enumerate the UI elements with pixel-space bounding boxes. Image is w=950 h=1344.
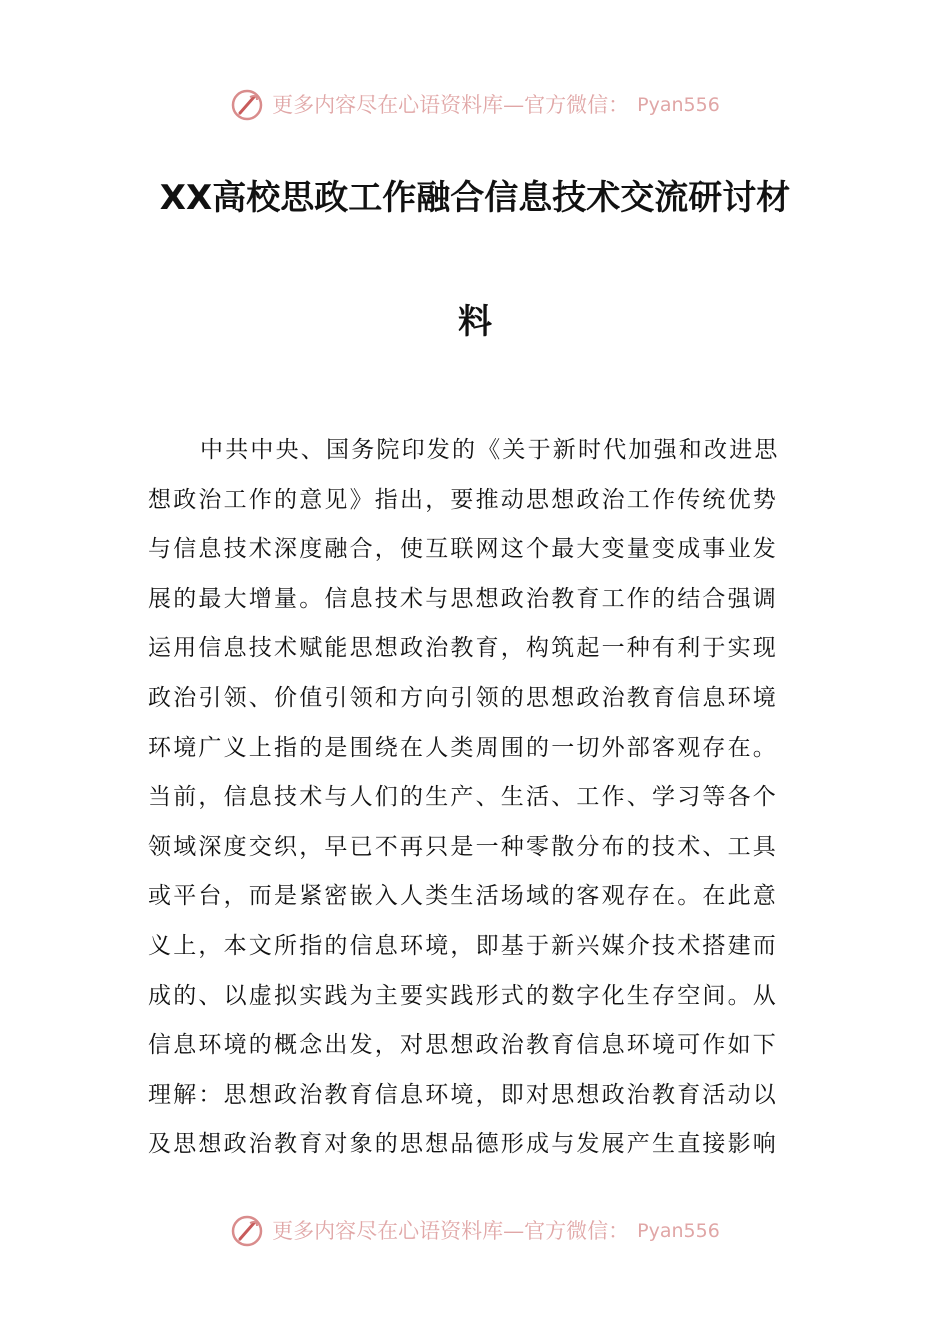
body-line: 成的、以虚拟实践为主要实践形式的数字化生存空间。从 bbox=[148, 982, 778, 1009]
body-line: 领域深度交织，早已不再只是一种零散分布的技术、工具 bbox=[148, 833, 778, 860]
body-line: 及思想政治教育对象的思想品德形成与发展产生直接影响 bbox=[148, 1131, 778, 1158]
footer-watermark bbox=[0, 1214, 950, 1248]
pen-logo-icon bbox=[230, 1214, 264, 1248]
body-line: 运用信息技术赋能思想政治教育，构筑起一种有利于实现 bbox=[148, 635, 778, 662]
body-line: 环境广义上指的是围绕在人类周围的一切外部客观存在。 bbox=[148, 734, 778, 761]
body-line: 或平台，而是紧密嵌入人类生活场域的客观存在。在此意 bbox=[148, 883, 778, 910]
body-line: 中共中央、国务院印发的《关于新时代加强和改进思 bbox=[200, 437, 780, 463]
watermark-text: 更多内容尽在心语资料库—官方微信： bbox=[272, 93, 630, 117]
body-text bbox=[148, 426, 808, 1170]
watermark-text: 更多内容尽在心语资料库—官方微信： bbox=[272, 1219, 630, 1243]
body-line: 政治引领、价值引领和方向引领的思想政治教育信息环境 bbox=[148, 684, 778, 711]
document-title-continuation: 料 bbox=[458, 302, 492, 342]
body-line: 信息环境的概念出发，对思想政治教育信息环境可作如下 bbox=[148, 1032, 778, 1059]
document-title: XX高校思政工作融合信息技术交流研讨材 bbox=[159, 178, 791, 218]
body-line: 与信息技术深度融合，使互联网这个最大变量变成事业发 bbox=[148, 536, 778, 563]
watermark-handle: Pyan556 bbox=[637, 1220, 720, 1242]
body-line: 理解：思想政治教育信息环境，即对思想政治教育活动以 bbox=[148, 1081, 778, 1108]
watermark-handle: Pyan556 bbox=[637, 94, 720, 116]
body-line: 展的最大增量。信息技术与思想政治教育工作的结合强调 bbox=[148, 585, 778, 612]
body-line: 义上，本文所指的信息环境，即基于新兴媒介技术搭建而 bbox=[148, 932, 778, 959]
body-line: 当前，信息技术与人们的生产、生活、工作、学习等各个 bbox=[148, 784, 778, 811]
body-line: 想政治工作的意见》指出，要推动思想政治工作传统优势 bbox=[148, 486, 778, 513]
pen-logo-icon bbox=[230, 88, 264, 122]
header-watermark bbox=[0, 88, 950, 122]
